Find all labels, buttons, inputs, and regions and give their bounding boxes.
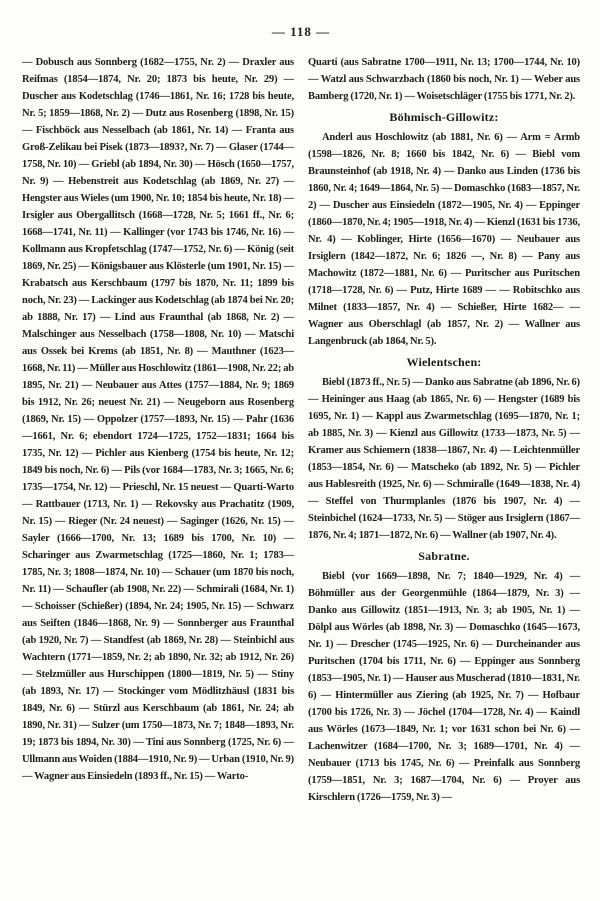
- section-heading-boehmisch-gillowitz: Böhmisch-Gillowitz:: [389, 110, 499, 124]
- section-heading-sabratne: Sabratne.: [418, 549, 470, 563]
- page-number: — 118 —: [271, 24, 331, 39]
- section-heading-wielentschen: Wielentschen:: [406, 355, 482, 369]
- left-column: [22, 54, 294, 806]
- right-column: [308, 54, 580, 806]
- section-body-boehmisch-gillowitz: Anderl aus Hoschlowitz (ab 1881, Nr. 6) — Arm = Armb (1598—1826, Nr. 8; 1660 bis 1842, Nr. 6) — Biebl vom Braunsteinhof (ab 1918, Nr. 4) — Danko aus Linden (1736 bis 1860, Nr. 4; 1649—1864, Nr. 5) — Domaschko (1683—1857, Nr. 2) — Duscher aus Einsiedeln (1872—1905, Nr. 4) — Eppinger (1860—1870, Nr. 4; 1905—1918, Nr. 4) — Kienzl (1631 bis 1736, Nr. 4) — Koblinger, Hirte (1656—1670) — Neubauer aus Irsiglern (1842—1872, Nr. 6; 1826 —, Nr. 8) — Pany aus Machowitz (1872—1881, Nr. 6) — Puritscher aus Puritschen (1718—1728, Nr. 6) — Putz, Hirte 1689 — — Robitschko aus Milnet (1833—1857, Nr. 4) — Schießer, Hirte 1682— — Wagner aus Oberschlagl (ab 1857, Nr. 2) — Wallner aus Langenbruck (ab 1864, Nr. 5).: [308, 132, 580, 347]
- surname-list-continuation: Quarti (aus Sabratne 1700—1911, Nr. 13; 1700—1744, Nr. 10) — Watzl aus Schwarzbach (1860 bis noch, Nr. 1) — Weber aus Bamberg (1720, Nr. 1) — Woisetschläger (1755 bis 1771, Nr. 2).: [308, 57, 580, 102]
- section-body-wielentschen: Biebl (1873 ff., Nr. 5) — Danko aus Sabratne (ab 1896, Nr. 6) — Heininger aus Haag (ab 1865, Nr. 6) — Hengster (1689 bis 1695, Nr. 1) — Kappl aus Zwarmetschlag (1695—1870, Nr. 1; ab 1885, Nr. 3) — Kienzl aus Gillowitz (1733—1873, Nr. 5) — Kramer aus Schiemern (1838—1867, Nr. 4) — Leichtenmüller (1853—1854, Nr. 6) — Matscheko (ab 1892, Nr. 5) — Pichler aus Hablesreith (1925, Nr. 6) — Schmiralle (1649—1838, Nr. 4) — Steffel von Thurmplanles (1876 bis 1907, Nr. 4) — Steinbichel (1624—1733, Nr. 5) — Stöger aus Irsiglern (1867—1876, Nr. 4; 1871—1872, Nr. 6) — Wallner (ab 1907, Nr. 4).: [308, 377, 580, 541]
- two-column-text-area: [22, 54, 580, 806]
- section-body-sabratne: Biebl (vor 1669—1898, Nr. 7; 1840—1929, Nr. 4) — Böhmüller aus der Georgenmühle (1864—1879, Nr. 3) — Danko aus Gillowitz (1851—1913, Nr. 3; ab 1905, Nr. 1) — Dölpl aus Wörles (ab 1898, Nr. 3) — Domaschko (1645—1673, Nr. 1) — Drescher (1745—1925, Nr. 6) — Durcheinander aus Puritschen (1704 bis 1711, Nr. 6) — Eppinger aus Sonnberg (1853—1905, Nr. 1) — Hauser aus Muscherad (1810—1831, Nr. 6) — Hintermüller aus Ziering (ab 1925, Nr. 7) — Hofbaur (1700 bis 1726, Nr. 3) — Jöchel (1704—1728, Nr. 4) — Kaindl aus Wörles (1673—1849, Nr. 1; vor 1631 schon bei Nr. 6) — Lachenwitzer (1684—1700, Nr. 3; 1689—1701, Nr. 4) — Neubauer (1713 bis 1745, Nr. 6) — Preinfalk aus Sonnberg (1759—1851, Nr. 3; 1687—1704, Nr. 6) — Proyer aus Kirschlern (1726—1759, Nr. 3) —: [308, 571, 580, 803]
- surname-list-left-column: — Dobusch aus Sonnberg (1682—1755, Nr. 2) — Draxler aus Reifmas (1854—1874, Nr. 20; 1873 bis heute, Nr. 29) — Duscher aus Kodetschlag (1746—1861, Nr. 16; 1728 bis heute, Nr. 5; 1859—1868, Nr. 2) — Dutz aus Rosenberg (1898, Nr. 15) — Fischböck aus Nesselbach (ab 1861, Nr. 14) — Franta aus Groß-Zelikau bei Pisek (1873—1893?, Nr. 7) — Glaser (1744—1758, Nr. 10) — Griebl (ab 1894, Nr. 30) — Hösch (1650—1757, Nr. 9) — Hebenstreit aus Kodetschlag (ab 1869, Nr. 27) — Hengster aus Wieles (um 1900, Nr. 10; 1854 bis heute, Nr. 18) — Irsigler aus Obergallitsch (1668—1728, Nr. 5; 1661 ff., Nr. 6; 1668—1741, Nr. 11) — Kallinger (vor 1743 bis 1746, Nr. 16) — Kollmann aus Kropfetschlag (1747—1752, Nr. 6) — König (seit 1869, Nr. 25) — Königsbauer aus Klösterle (um 1901, Nr. 15) — Krabatsch aus Kerschbaum (1797 bis 1870, Nr. 11; 1899 bis noch, Nr. 23) — Lackinger aus Kodetschlag (ab 1874 bei Nr. 20; ab 1888, Nr. 17) — Lind aus Fraunthal (ab 1868, Nr. 2) — Malschinger aus Nesselbach (1758—1808, Nr. 10) — Matschi aus Ossek bei Krems (ab 1851, Nr. 8) — Mauthner (1623—1668, Nr. 11) — Müller aus Hoschlowitz (1861—1908, Nr. 22; ab 1895, Nr. 21) — Neubauer aus Attes (1757—1884, Nr. 9; 1869 bis 1912, Nr. 26; neuest Nr. 21) — Neugeborn aus Rosenberg (1869, Nr. 15) — Oppolzer (1757—1893, Nr. 15) — Pahr (1636—1661, Nr. 6; ebendort 1724—1725, 1752—1831; 1664 bis 1735, Nr. 12) — Pichler aus Kienberg (1754 bis heute, Nr. 12; 1849 bis noch, Nr. 6) — Pils (vor 1684—1783, Nr. 3; 1665, Nr. 6; 1735—1754, Nr. 12) — Prieschl, Nr. 15 neuest — Quarti-Warto — Rattbauer (1713, Nr. 1) — Rekovsky aus Prachatitz (1909, Nr. 15) — Rieger (Nr. 24 neuest) — Saginger (1626, Nr. 15) — Sayler (1666—1700, Nr. 13; 1689 bis 1700, Nr. 10) — Scharinger aus Zwarmetschlag (1725—1860, Nr. 1; 1783—1785, Nr. 3; 1808—1874, Nr. 10) — Schauer (um 1870 bis noch, Nr. 11) — Schaufler (ab 1908, Nr. 22) — Schmirali (1684, Nr. 1) — Schoisser (Schießer) (1894, Nr. 24; 1905, Nr. 15) — Schwarz aus Seiften (1846—1868, Nr. 9) — Sonnberger aus Fraunthal (ab 1920, Nr. 7) — Standfest (ab 1869, Nr. 28) — Steinbichl aus Wachtern (1771—1859, Nr. 2; ab 1890, Nr. 32; ab 1912, Nr. 26) — Stelzmüller aus Hurschippen (1800—1819, Nr. 5) — Stiny (ab 1893, Nr. 17) — Stockinger vom Mödlitzhäusl (1831 bis 1849, Nr. 6) — Stürzl aus Kerschbaum (ab 1861, Nr. 24; ab 1890, Nr. 31) — Sulzer (um 1750—1873, Nr. 7; 1848—1893, Nr. 19; 1873 bis 1894, Nr. 30) — Tini aus Sonnberg (1725, Nr. 6) — Ullmann aus Woiden (1884—1910, Nr. 9) — Urban (1910, Nr. 9) — Wagner aus Einsiedeln (1893 ff., Nr. 15) — Warto-: [22, 57, 294, 782]
